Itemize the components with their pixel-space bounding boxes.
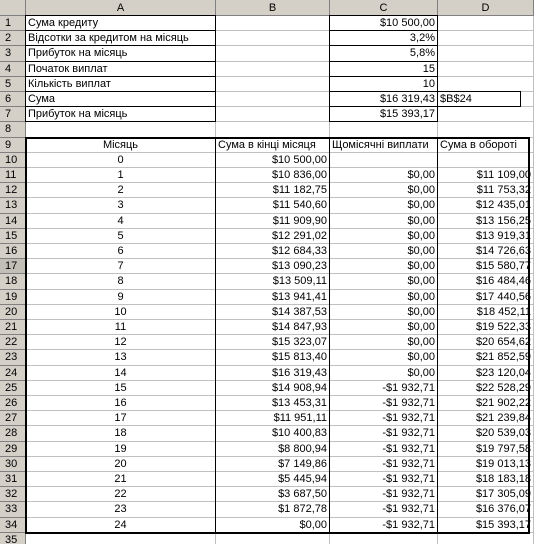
- formula-reference[interactable]: $B$24: [438, 92, 534, 107]
- end-of-month-amount-cell[interactable]: $13 090,23: [216, 259, 330, 274]
- row-header-19[interactable]: 19: [0, 290, 26, 305]
- month-cell[interactable]: 2: [26, 183, 216, 198]
- grid-cell[interactable]: [26, 122, 216, 137]
- end-of-month-amount-cell[interactable]: $16 319,43: [216, 366, 330, 381]
- grid-cell[interactable]: [438, 31, 534, 46]
- param-label[interactable]: Відсотки за кредитом на місяць: [26, 31, 216, 46]
- turnover-amount-cell[interactable]: $13 919,31: [438, 229, 534, 244]
- turnover-amount-cell[interactable]: $21 902,22: [438, 396, 534, 411]
- monthly-payment-cell[interactable]: -$1 932,71: [330, 502, 438, 517]
- row-header-4[interactable]: 4: [0, 62, 26, 77]
- row-header-34[interactable]: 34: [0, 518, 26, 533]
- end-of-month-amount-cell[interactable]: $8 800,94: [216, 442, 330, 457]
- month-cell[interactable]: 24: [26, 518, 216, 533]
- param-label[interactable]: Сума кредиту: [26, 16, 216, 31]
- grid-cell[interactable]: [438, 533, 534, 544]
- row-header-11[interactable]: 11: [0, 168, 26, 183]
- grid-cell[interactable]: [216, 16, 330, 31]
- end-of-month-amount-cell[interactable]: $10 836,00: [216, 168, 330, 183]
- month-cell[interactable]: 7: [26, 259, 216, 274]
- grid-cell[interactable]: [438, 122, 534, 137]
- month-cell[interactable]: 19: [26, 442, 216, 457]
- turnover-amount-cell[interactable]: $20 654,62: [438, 335, 534, 350]
- month-cell[interactable]: 5: [26, 229, 216, 244]
- grid-cell[interactable]: [330, 533, 438, 544]
- turnover-amount-cell[interactable]: $23 120,04: [438, 366, 534, 381]
- row-header-3[interactable]: 3: [0, 46, 26, 61]
- month-cell[interactable]: 11: [26, 320, 216, 335]
- table-column-header[interactable]: Сума в обороті: [438, 138, 534, 153]
- column-header-a[interactable]: A: [26, 0, 216, 16]
- turnover-amount-cell[interactable]: $15 393,17: [438, 518, 534, 533]
- param-label[interactable]: Сума: [26, 92, 216, 107]
- row-header-26[interactable]: 26: [0, 396, 26, 411]
- monthly-payment-cell[interactable]: $0,00: [330, 366, 438, 381]
- monthly-payment-cell[interactable]: -$1 932,71: [330, 396, 438, 411]
- end-of-month-amount-cell[interactable]: $14 908,94: [216, 381, 330, 396]
- month-cell[interactable]: 21: [26, 472, 216, 487]
- row-header-21[interactable]: 21: [0, 320, 26, 335]
- grid-cell[interactable]: [216, 533, 330, 544]
- end-of-month-amount-cell[interactable]: $14 847,93: [216, 320, 330, 335]
- column-header-d[interactable]: D: [438, 0, 534, 16]
- monthly-payment-cell[interactable]: -$1 932,71: [330, 381, 438, 396]
- month-cell[interactable]: 16: [26, 396, 216, 411]
- month-cell[interactable]: 3: [26, 198, 216, 213]
- row-header-5[interactable]: 5: [0, 77, 26, 92]
- param-label[interactable]: Прибуток на місяць: [26, 107, 216, 122]
- monthly-payment-cell[interactable]: $0,00: [330, 229, 438, 244]
- monthly-payment-cell[interactable]: -$1 932,71: [330, 457, 438, 472]
- param-label[interactable]: Початок виплат: [26, 62, 216, 77]
- grid-cell[interactable]: [438, 16, 534, 31]
- end-of-month-amount-cell[interactable]: $7 149,86: [216, 457, 330, 472]
- row-header-8[interactable]: 8: [0, 122, 26, 137]
- end-of-month-amount-cell[interactable]: $11 182,75: [216, 183, 330, 198]
- param-value[interactable]: 15: [330, 62, 438, 77]
- turnover-amount-cell[interactable]: [438, 153, 534, 168]
- row-header-22[interactable]: 22: [0, 335, 26, 350]
- monthly-payment-cell[interactable]: -$1 932,71: [330, 442, 438, 457]
- param-label[interactable]: Прибуток на місяць: [26, 46, 216, 61]
- month-cell[interactable]: 13: [26, 350, 216, 365]
- turnover-amount-cell[interactable]: $22 528,29: [438, 381, 534, 396]
- row-header-14[interactable]: 14: [0, 214, 26, 229]
- end-of-month-amount-cell[interactable]: $5 445,94: [216, 472, 330, 487]
- month-cell[interactable]: 22: [26, 487, 216, 502]
- table-column-header[interactable]: Щомісячні виплати: [330, 138, 438, 153]
- turnover-amount-cell[interactable]: $14 726,63: [438, 244, 534, 259]
- row-header-13[interactable]: 13: [0, 198, 26, 213]
- grid-cell[interactable]: [438, 77, 534, 92]
- monthly-payment-cell[interactable]: [330, 153, 438, 168]
- param-value[interactable]: 5,8%: [330, 46, 438, 61]
- end-of-month-amount-cell[interactable]: $13 941,41: [216, 290, 330, 305]
- end-of-month-amount-cell[interactable]: $12 684,33: [216, 244, 330, 259]
- monthly-payment-cell[interactable]: $0,00: [330, 214, 438, 229]
- row-header-18[interactable]: 18: [0, 274, 26, 289]
- month-cell[interactable]: 14: [26, 366, 216, 381]
- param-value[interactable]: 10: [330, 77, 438, 92]
- row-header-15[interactable]: 15: [0, 229, 26, 244]
- end-of-month-amount-cell[interactable]: $15 813,40: [216, 350, 330, 365]
- row-header-33[interactable]: 33: [0, 502, 26, 517]
- table-column-header[interactable]: Місяць: [26, 138, 216, 153]
- month-cell[interactable]: 10: [26, 305, 216, 320]
- turnover-amount-cell[interactable]: $16 376,07: [438, 502, 534, 517]
- grid-cell[interactable]: [216, 46, 330, 61]
- turnover-amount-cell[interactable]: $11 753,32: [438, 183, 534, 198]
- row-header-25[interactable]: 25: [0, 381, 26, 396]
- row-header-12[interactable]: 12: [0, 183, 26, 198]
- end-of-month-amount-cell[interactable]: $14 387,53: [216, 305, 330, 320]
- end-of-month-amount-cell[interactable]: $15 323,07: [216, 335, 330, 350]
- month-cell[interactable]: 4: [26, 214, 216, 229]
- monthly-payment-cell[interactable]: -$1 932,71: [330, 472, 438, 487]
- grid-cell[interactable]: [438, 46, 534, 61]
- end-of-month-amount-cell[interactable]: $11 540,60: [216, 198, 330, 213]
- grid-cell[interactable]: [216, 122, 330, 137]
- month-cell[interactable]: 8: [26, 274, 216, 289]
- turnover-amount-cell[interactable]: $11 109,00: [438, 168, 534, 183]
- param-value[interactable]: $15 393,17: [330, 107, 438, 122]
- row-header-31[interactable]: 31: [0, 472, 26, 487]
- end-of-month-amount-cell[interactable]: $11 909,90: [216, 214, 330, 229]
- monthly-payment-cell[interactable]: $0,00: [330, 350, 438, 365]
- turnover-amount-cell[interactable]: $20 539,03: [438, 426, 534, 441]
- monthly-payment-cell[interactable]: $0,00: [330, 290, 438, 305]
- monthly-payment-cell[interactable]: -$1 932,71: [330, 411, 438, 426]
- turnover-amount-cell[interactable]: $19 522,33: [438, 320, 534, 335]
- turnover-amount-cell[interactable]: $18 452,11: [438, 305, 534, 320]
- grid-cell[interactable]: [216, 31, 330, 46]
- grid-cell[interactable]: [216, 107, 330, 122]
- month-cell[interactable]: 0: [26, 153, 216, 168]
- row-header-23[interactable]: 23: [0, 350, 26, 365]
- select-all-corner[interactable]: [0, 0, 26, 16]
- row-header-20[interactable]: 20: [0, 305, 26, 320]
- turnover-amount-cell[interactable]: $19 797,58: [438, 442, 534, 457]
- row-header-32[interactable]: 32: [0, 487, 26, 502]
- month-cell[interactable]: 12: [26, 335, 216, 350]
- month-cell[interactable]: 15: [26, 381, 216, 396]
- month-cell[interactable]: 18: [26, 426, 216, 441]
- monthly-payment-cell[interactable]: $0,00: [330, 259, 438, 274]
- row-header-28[interactable]: 28: [0, 426, 26, 441]
- row-header-27[interactable]: 27: [0, 411, 26, 426]
- end-of-month-amount-cell[interactable]: $12 291,02: [216, 229, 330, 244]
- grid-cell[interactable]: [438, 62, 534, 77]
- end-of-month-amount-cell[interactable]: $10 400,83: [216, 426, 330, 441]
- turnover-amount-cell[interactable]: $16 484,46: [438, 274, 534, 289]
- row-header-1[interactable]: 1: [0, 16, 26, 31]
- row-header-30[interactable]: 30: [0, 457, 26, 472]
- monthly-payment-cell[interactable]: $0,00: [330, 198, 438, 213]
- param-value[interactable]: 3,2%: [330, 31, 438, 46]
- row-header-35[interactable]: 35: [0, 533, 26, 544]
- param-label[interactable]: Кількість виплат: [26, 77, 216, 92]
- end-of-month-amount-cell[interactable]: $13 509,11: [216, 274, 330, 289]
- monthly-payment-cell[interactable]: $0,00: [330, 168, 438, 183]
- grid-cell[interactable]: [216, 62, 330, 77]
- end-of-month-amount-cell[interactable]: $0,00: [216, 518, 330, 533]
- month-cell[interactable]: 9: [26, 290, 216, 305]
- row-header-10[interactable]: 10: [0, 153, 26, 168]
- turnover-amount-cell[interactable]: $21 852,59: [438, 350, 534, 365]
- turnover-amount-cell[interactable]: $13 156,25: [438, 214, 534, 229]
- end-of-month-amount-cell[interactable]: $11 951,11: [216, 411, 330, 426]
- month-cell[interactable]: 1: [26, 168, 216, 183]
- end-of-month-amount-cell[interactable]: $1 872,78: [216, 502, 330, 517]
- turnover-amount-cell[interactable]: $19 013,13: [438, 457, 534, 472]
- column-header-b[interactable]: B: [216, 0, 330, 16]
- end-of-month-amount-cell[interactable]: $10 500,00: [216, 153, 330, 168]
- turnover-amount-cell[interactable]: $17 305,09: [438, 487, 534, 502]
- row-header-29[interactable]: 29: [0, 442, 26, 457]
- monthly-payment-cell[interactable]: $0,00: [330, 305, 438, 320]
- row-header-7[interactable]: 7: [0, 107, 26, 122]
- month-cell[interactable]: 23: [26, 502, 216, 517]
- row-header-17[interactable]: 17: [0, 259, 26, 274]
- grid-cell[interactable]: [216, 92, 330, 107]
- monthly-payment-cell[interactable]: $0,00: [330, 183, 438, 198]
- monthly-payment-cell[interactable]: -$1 932,71: [330, 487, 438, 502]
- month-cell[interactable]: 20: [26, 457, 216, 472]
- grid-cell[interactable]: [26, 533, 216, 544]
- row-header-2[interactable]: 2: [0, 31, 26, 46]
- monthly-payment-cell[interactable]: -$1 932,71: [330, 426, 438, 441]
- param-value[interactable]: $10 500,00: [330, 16, 438, 31]
- monthly-payment-cell[interactable]: $0,00: [330, 244, 438, 259]
- row-header-6[interactable]: 6: [0, 92, 26, 107]
- turnover-amount-cell[interactable]: $17 440,56: [438, 290, 534, 305]
- turnover-amount-cell[interactable]: $15 580,77: [438, 259, 534, 274]
- row-header-16[interactable]: 16: [0, 244, 26, 259]
- end-of-month-amount-cell[interactable]: $3 687,50: [216, 487, 330, 502]
- monthly-payment-cell[interactable]: $0,00: [330, 335, 438, 350]
- turnover-amount-cell[interactable]: $21 239,84: [438, 411, 534, 426]
- param-value[interactable]: $16 319,43: [330, 92, 438, 107]
- monthly-payment-cell[interactable]: $0,00: [330, 274, 438, 289]
- table-column-header[interactable]: Сума в кінці місяця: [216, 138, 330, 153]
- end-of-month-amount-cell[interactable]: $13 453,31: [216, 396, 330, 411]
- monthly-payment-cell[interactable]: $0,00: [330, 320, 438, 335]
- row-header-24[interactable]: 24: [0, 366, 26, 381]
- column-header-c[interactable]: C: [330, 0, 438, 16]
- month-cell[interactable]: 17: [26, 411, 216, 426]
- turnover-amount-cell[interactable]: $18 183,18: [438, 472, 534, 487]
- row-header-9[interactable]: 9: [0, 138, 26, 153]
- turnover-amount-cell[interactable]: $12 435,01: [438, 198, 534, 213]
- month-cell[interactable]: 6: [26, 244, 216, 259]
- monthly-payment-cell[interactable]: -$1 932,71: [330, 518, 438, 533]
- grid-cell[interactable]: [330, 122, 438, 137]
- grid-cell[interactable]: [438, 107, 534, 122]
- grid-cell[interactable]: [216, 77, 330, 92]
